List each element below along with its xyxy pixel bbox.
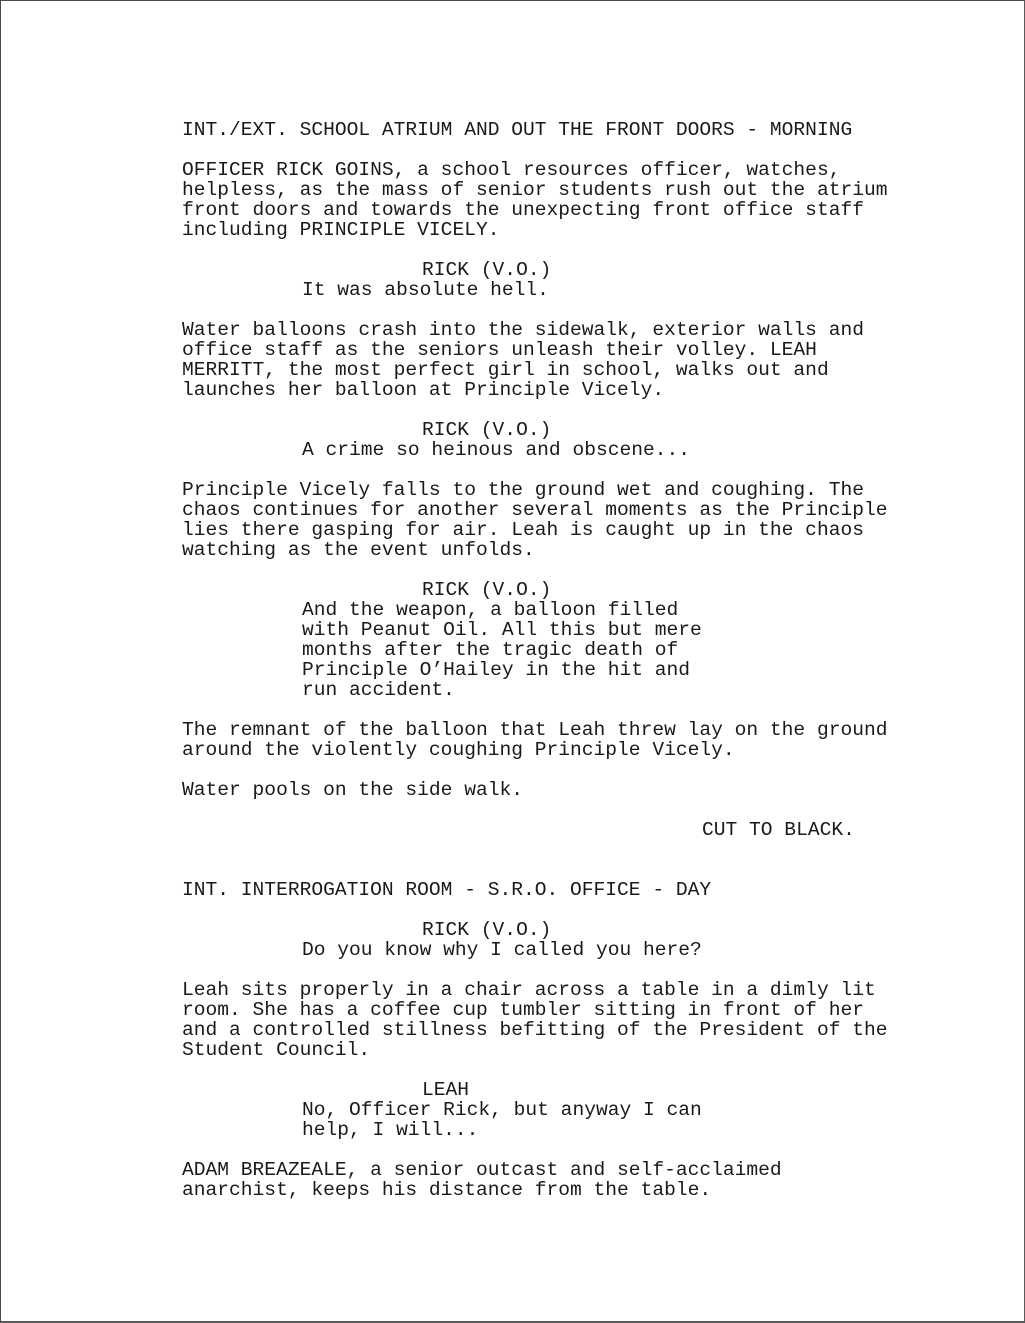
dialogue-line: And the weapon, a balloon filled — [302, 599, 679, 621]
action-line: MERRITT, the most perfect girl in school, walks out and — [182, 359, 829, 381]
action-line: office staff as the seniors unleash their volley. LEAH — [182, 339, 817, 361]
action-line: front doors and towards the unexpecting front office staff — [182, 199, 864, 221]
blank-line — [182, 860, 902, 880]
blank-line — [182, 1060, 902, 1080]
action-line: ADAM BREAZEALE, a senior outcast and self-acclaimed — [182, 1159, 782, 1181]
action-line: Water balloons crash into the sidewalk, exterior walls and — [182, 319, 864, 341]
blank-line — [182, 960, 902, 980]
screenplay-body — [182, 120, 902, 1200]
transition: CUT TO BLACK. — [702, 819, 855, 841]
blank-line — [182, 900, 902, 920]
action-line: The remnant of the balloon that Leah threw lay on the ground — [182, 719, 888, 741]
action-line: including PRINCIPLE VICELY. — [182, 219, 500, 241]
action-line: Principle Vicely falls to the ground wet and coughing. The — [182, 479, 864, 501]
action-line: room. She has a coffee cup tumbler sitting in front of her — [182, 999, 864, 1021]
blank-line — [182, 240, 902, 260]
dialogue-line: run accident. — [302, 679, 455, 701]
blank-line — [182, 460, 902, 480]
action-line: Water pools on the side walk. — [182, 779, 523, 801]
scene-heading: INT./EXT. SCHOOL ATRIUM AND OUT THE FRONT DOORS - MORNING — [182, 119, 853, 141]
action-line: around the violently coughing Principle Vicely. — [182, 739, 735, 761]
blank-line — [182, 560, 902, 580]
character-cue: RICK (V.O.) — [422, 579, 552, 601]
blank-line — [182, 840, 902, 860]
blank-line — [182, 700, 902, 720]
character-cue: RICK (V.O.) — [422, 419, 552, 441]
character-cue: RICK (V.O.) — [422, 919, 552, 941]
blank-line — [182, 300, 902, 320]
action-line: Leah sits properly in a chair across a table in a dimly lit — [182, 979, 876, 1001]
scene-heading: INT. INTERROGATION ROOM - S.R.O. OFFICE - DAY — [182, 879, 712, 901]
action-line: helpless, as the mass of senior students rush out the atrium — [182, 179, 888, 201]
blank-line — [182, 760, 902, 780]
action-line: OFFICER RICK GOINS, a school resources officer, watches, — [182, 159, 841, 181]
action-line: launches her balloon at Principle Vicely. — [182, 379, 665, 401]
dialogue-line: months after the tragic death of — [302, 639, 679, 661]
character-cue: LEAH — [422, 1079, 470, 1101]
blank-line — [182, 1140, 902, 1160]
dialogue-line: help, I will... — [302, 1119, 479, 1141]
action-line: anarchist, keeps his distance from the table. — [182, 1179, 712, 1201]
blank-line — [182, 800, 902, 820]
dialogue-line: It was absolute hell. — [302, 279, 549, 301]
blank-line — [182, 140, 902, 160]
dialogue-line: Principle O’Hailey in the hit and — [302, 659, 691, 681]
action-line: chaos continues for another several moments as the Principle — [182, 499, 888, 521]
dialogue-line: No, Officer Rick, but anyway I can — [302, 1099, 702, 1121]
action-line: watching as the event unfolds. — [182, 539, 535, 561]
action-line: lies there gasping for air. Leah is caught up in the chaos — [182, 519, 864, 541]
dialogue-line: with Peanut Oil. All this but mere — [302, 619, 702, 641]
character-cue: RICK (V.O.) — [422, 259, 552, 281]
dialogue-line: A crime so heinous and obscene... — [302, 439, 691, 461]
action-line: and a controlled stillness befitting of the President of the — [182, 1019, 888, 1041]
blank-line — [182, 400, 902, 420]
action-line: Student Council. — [182, 1039, 371, 1061]
dialogue-line: Do you know why I called you here? — [302, 939, 702, 961]
